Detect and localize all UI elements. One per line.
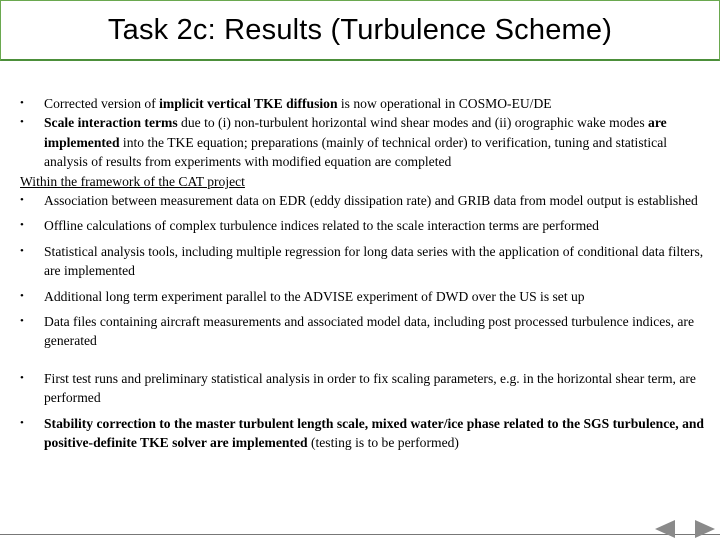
bullet-icon: • <box>20 289 24 302</box>
slide-title: Task 2c: Results (Turbulence Scheme) <box>107 13 613 46</box>
bullet-list-cat-project <box>20 191 710 351</box>
bullet-text-bold: are implemented <box>44 115 667 150</box>
bullet-icon: • <box>20 116 24 129</box>
triangle-right-icon <box>695 520 715 538</box>
bullet-item <box>20 312 710 351</box>
bullet-item <box>20 191 710 210</box>
bullet-text: Offline calculations of complex turbulence indices related to the scale interaction terms are performed <box>44 218 599 234</box>
bullet-text: Statistical analysis tools, including multiple regression for long data series with the application of conditional data filters, are implemented <box>44 243 704 279</box>
bullet-item <box>20 216 710 235</box>
bullet-text-bold: implicit vertical TKE diffusion <box>159 96 338 111</box>
bullet-icon: • <box>20 97 24 109</box>
bullet-icon: • <box>20 416 24 429</box>
bullet-item <box>20 94 710 113</box>
bullet-item <box>20 242 710 281</box>
title-bar <box>0 0 720 61</box>
bullet-icon: • <box>20 244 24 257</box>
slide-content <box>20 94 710 453</box>
previous-slide-button[interactable] <box>654 519 676 539</box>
triangle-left-icon <box>655 520 675 538</box>
bullet-text-bold: Scale interaction terms <box>44 115 178 131</box>
bullet-text: into the TKE equation; preparations (mainly of technical order) to verification, tuning and statistical analysis of results from experiments with modified equation are completed <box>44 134 668 170</box>
next-slide-button[interactable] <box>694 519 716 539</box>
bullet-text-bold: Stability correction to the master turbulent length scale, mixed water/ice phase related to the SGS turbulence, and positive-definite TKE solver are implemented <box>44 415 704 451</box>
bullet-text: First test runs and preliminary statistical analysis in order to fix scaling parameters, e.g. in the horizontal shear term, are performed <box>44 370 696 406</box>
bullet-text: Additional long term experiment parallel to the ADVISE experiment of DWD over the US is set up <box>44 288 585 304</box>
bullet-item <box>20 414 710 453</box>
bullet-item <box>20 287 710 306</box>
bullet-icon: • <box>20 219 24 232</box>
section-heading: Within the framework of the CAT project <box>20 173 245 189</box>
bullet-text: Association between measurement data on EDR (eddy dissipation rate) and GRIB data from model output is established <box>44 193 698 209</box>
bullet-item <box>20 369 710 408</box>
bullet-icon: • <box>20 194 24 207</box>
bullet-text: due to (i) non-turbulent horizontal wind shear modes and (ii) orographic wake modes <box>177 115 649 131</box>
footer-divider <box>0 534 720 535</box>
bullet-list-bottom <box>20 369 710 453</box>
bullet-text: Corrected version of <box>44 96 160 111</box>
bullet-text: is now operational in COSMO-EU/DE <box>337 96 552 111</box>
spacer <box>20 351 710 369</box>
bullet-text: (testing is to be performed) <box>307 435 459 451</box>
bullet-icon: • <box>20 371 24 384</box>
bullet-icon: • <box>20 315 24 328</box>
bullet-item <box>20 113 710 171</box>
bullet-text: Data files containing aircraft measurements and associated model data, including post processed turbulence indices, are generated <box>44 314 694 349</box>
bullet-list-top <box>20 94 710 172</box>
